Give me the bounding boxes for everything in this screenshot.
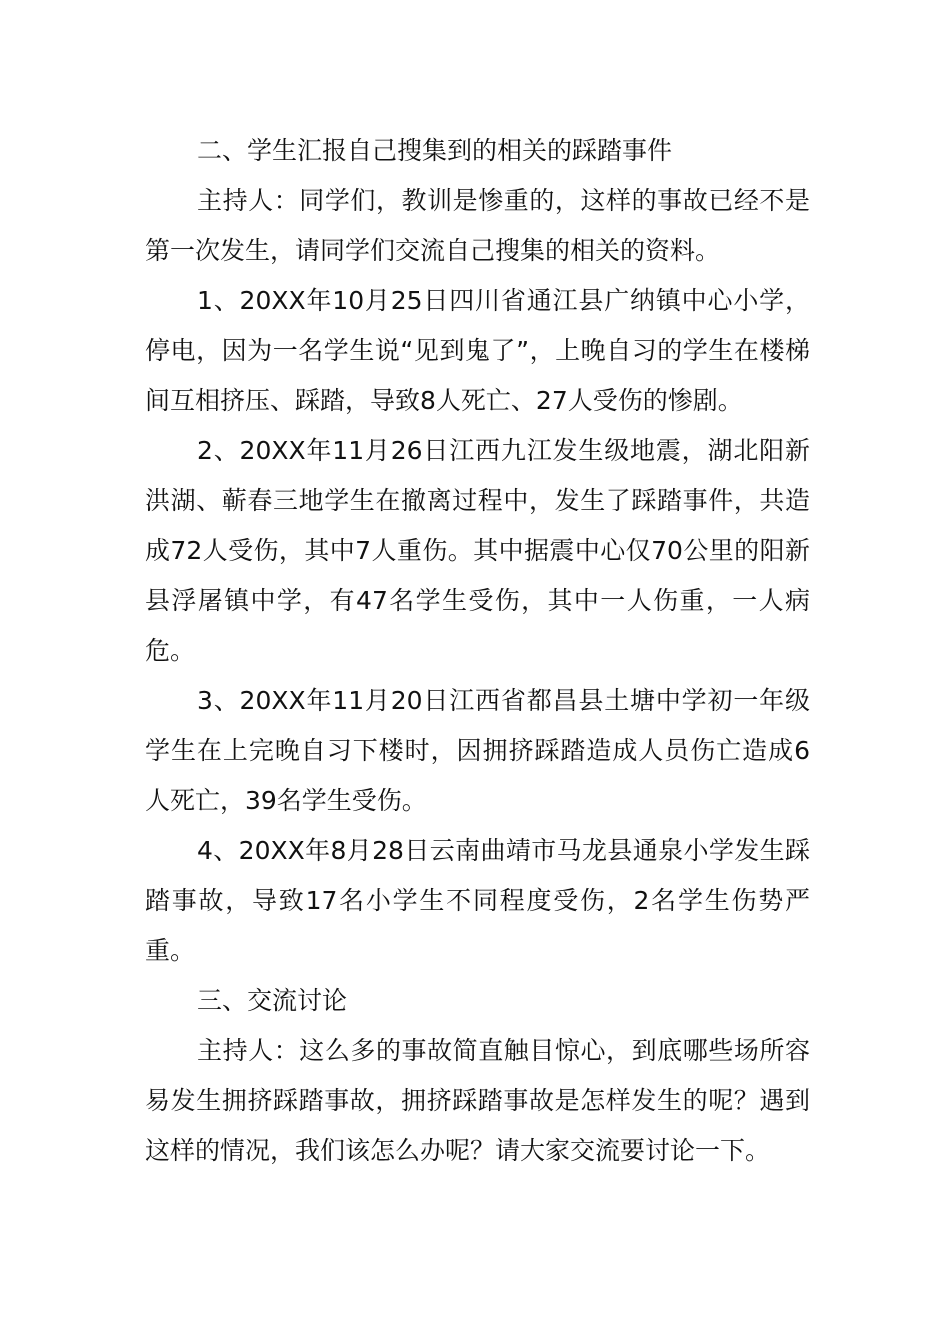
host-remark-paragraph: 主持人：同学们，教训是惨重的，这样的事故已经不是第一次发生，请同学们交流自己搜集的相关的资料。 (145, 186, 810, 265)
incident-item-4: 4、20XX年8月28日云南曲靖市马龙县通泉小学发生踩踏事故，导致17名小学生不同程度受伤，2名学生伤势严重。 (145, 836, 810, 965)
section-heading-reports: 二、学生汇报自己搜集到的相关的踩踏事件 (197, 136, 673, 165)
section-heading-discussion: 三、交流讨论 (197, 986, 348, 1015)
incident-item-3: 3、20XX年11月20日江西省都昌县土塘中学初一年级学生在上完晚自习下楼时，因拥挤踩踏造成人员伤亡造成6人死亡，39名学生受伤。 (145, 686, 810, 815)
host-question-paragraph: 主持人：这么多的事故简直触目惊心，到底哪些场所容易发生拥挤踩踏事故，拥挤踩踏事故是怎样发生的呢？遇到这样的情况，我们该怎么办呢？请大家交流要讨论一下。 (145, 1036, 810, 1165)
incident-item-1: 1、20XX年10月25日四川省通江县广纳镇中心小学，停电，因为一名学生说“见到鬼了”，上晚自习的学生在楼梯间互相挤压、踩踏，导致8人死亡、27人受伤的惨剧。 (145, 286, 810, 415)
incident-item-2: 2、20XX年11月26日江西九江发生级地震，湖北阳新洪湖、蕲春三地学生在撤离过程中，发生了踩踏事件，共造成72人受伤，其中7人重伤。其中据震中心仅70公里的阳新县浮屠镇中学，有47名学生受伤，其中一人伤重，一人病危。 (145, 436, 810, 665)
document-body (145, 126, 810, 1176)
